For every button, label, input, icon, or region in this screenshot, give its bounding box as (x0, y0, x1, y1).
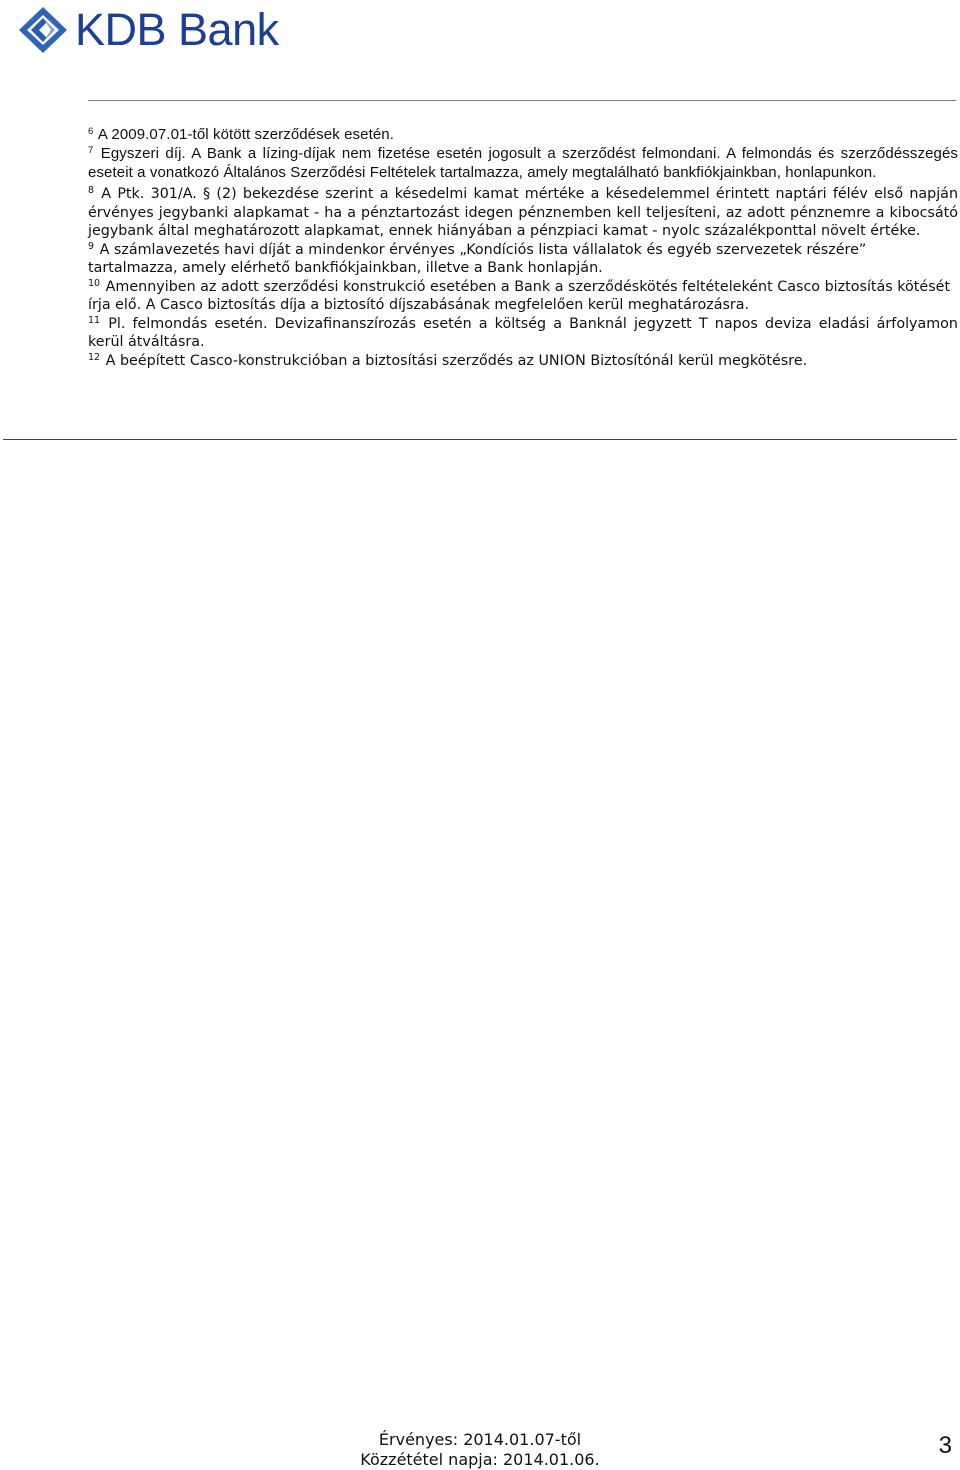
kdb-diamond-logo-icon (18, 6, 68, 54)
footnotes (88, 126, 958, 370)
footnote-text: A számlavezetés havi díját a mindenkor érvényes „Kondíciós lista vállalatok és egyéb szervezetek részére” tartalmazza, amely elérhető bankfiókjainkban, illetve a Bank honlapján. (88, 241, 867, 277)
footnote-number: 11 (88, 314, 101, 326)
footnote-text: A 2009.07.01-től kötött szerződések esetén. (97, 126, 394, 143)
footnote-11 (88, 315, 958, 352)
brand-name: KDB Bank (75, 4, 279, 55)
footnote-separator (88, 100, 956, 101)
page-divider (3, 439, 957, 440)
footnote-number: 12 (88, 351, 101, 363)
footnote-number: 10 (88, 277, 101, 289)
footnote-8 (88, 185, 958, 241)
footnote-text: Pl. felmondás esetén. Devizafinanszírozás esetén a költség a Banknál jegyzett T napos deviza eladási árfolyamon kerül átváltásra. (88, 315, 958, 351)
footnote-text: A Ptk. 301/A. § (2) bekezdése szerint a késedelmi kamat mértéke a késedelemmel érintett naptári félév első napján érvényes jegybanki alapkamat - ha a pénztartozást idegen pénznemben kell teljesíteni, az adott pénznemre a kibocsátó jegybank által meghatározott alapkamat, ennek hiányában a pénzpiaci kamat - nyolc százalékponttal növelt értéke. (88, 186, 959, 240)
footnote-number: 8 (88, 185, 95, 197)
footnote-6 (88, 126, 958, 145)
footnote-number: 9 (88, 240, 95, 252)
footnote-12 (88, 352, 958, 371)
footnote-9 (88, 241, 958, 278)
footnote-text: Amennyiben az adott szerződési konstrukció esetében a Bank a szerződéskötés feltételeként Casco biztosítás kötését írja elő. A Casco biztosítás díja a biztosító díjszabásának megfelelően kerül meghatározásra. (88, 278, 951, 314)
page-footer (0, 1430, 960, 1470)
footnote-7 (88, 145, 958, 183)
footnote-text: Egyszeri díj. A Bank a lízing-díjak nem fizetése esetén jogosult a szerződést felmondani. A felmondás és szerződésszegés eseteit a vonatkozó Általános Szerződési Feltételek tartalmazza, amely megtalálható bankfiókjainkban, honlapunkon. (88, 144, 958, 181)
footnote-10 (88, 278, 958, 315)
footnote-text: A beépített Casco-konstrukcióban a biztosítási szerződés az UNION Biztosítónál kerül megkötésre. (105, 352, 808, 369)
kdb-bank-logo (18, 6, 279, 54)
footnote-number: 7 (88, 144, 94, 156)
footnote-number: 6 (88, 126, 94, 137)
validity-date: Érvényes: 2014.01.07-től (378, 1430, 582, 1449)
page-number: 3 (938, 1432, 952, 1459)
publication-date: Közzététel napja: 2014.01.06. (360, 1450, 600, 1469)
